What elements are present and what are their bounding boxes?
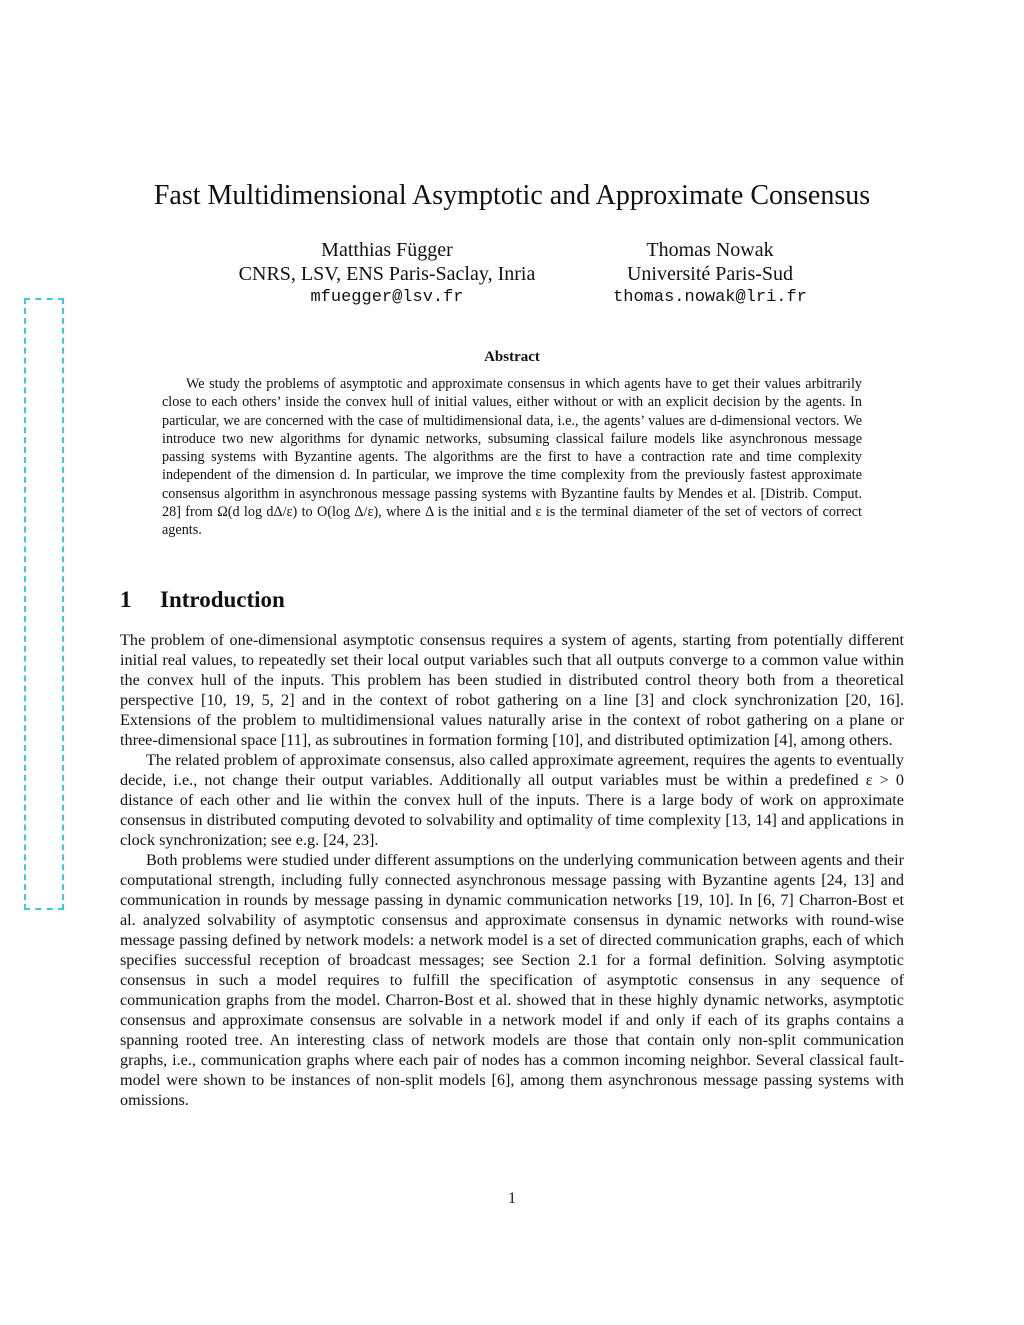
abstract-line: agents. The algorithms are the first to have a contraction rate and time complexity independent of the xyxy=(162,449,862,484)
author-affiliation: Université Paris-Sud xyxy=(626,263,794,285)
abstract-line: networks, subsuming classical failure models like asynchronous message passing systems with Byzantine xyxy=(162,430,863,466)
abstract-line: consensus algorithm in asynchronous message passing systems with Byzantine faults by Mendes et al. xyxy=(162,485,756,502)
author-name: Thomas Nowak xyxy=(646,239,774,261)
abstract-line: [Distrib. Comput. 28] from Ω(d log dΔ/ε) to O(log Δ/ε), where Δ is the initial and ε is the terminal diameter xyxy=(162,485,863,521)
section-number: 1 xyxy=(120,587,132,612)
paragraph-1: The problem of one-dimensional asymptotic consensus requires a system of agents, starting from potentially different initial real values, to repeatedly set their local output variables such that all outputs converge to a common value within the convex hull of the inputs. This problem has been studied in distributed control theory both from a theoretical perspective [10, 19, 5, 2] and in the context of robot gathering on a line [3] and clock synchronization [20, 16]. Extensions of the problem to multidimensional values naturally arise in the context of robot gathering on a plane or three-dimensional space [11], as subroutines in formation forming [10], and distributed optimization [4], among others. xyxy=(120,631,904,749)
abstract-line: values arbitrarily close to each others’ inside the convex hull of initial values, either without or with xyxy=(162,376,862,411)
author-affiliation: CNRS, LSV, ENS Paris-Saclay, Inria xyxy=(238,263,536,285)
abstract-line: an explicit decision by the agents. In particular, we are concerned with the case of multidimensional xyxy=(162,394,862,429)
author-block-1 xyxy=(222,238,552,310)
page-number: 1 xyxy=(508,1190,516,1207)
abstract-heading: Abstract xyxy=(484,349,540,365)
abstract-line: data, i.e., the agents’ values are d-dimensional vectors. We introduce two new algorithms for dynamic xyxy=(162,412,862,447)
author-email[interactable]: thomas.nowak@lri.fr xyxy=(613,288,807,307)
section-heading xyxy=(120,587,285,613)
abstract-line: of the set of vectors of correct agents. xyxy=(162,504,862,539)
author-email[interactable]: mfuegger@lsv.fr xyxy=(310,288,464,307)
paragraph-2: The related problem of approximate consensus, also called approximate agreement, requires the agents to eventually decide, i.e., not change their output variables. Additionally all output variables must be within a predefined ε > 0 distance of each other and lie within the convex hull of the inputs. There is a large body of work on approximate consensus in distributed computing devoted to solvability and optimality of time complexity [13, 14] and applications in clock synchronization; see e.g. [24, 23]. xyxy=(120,751,904,849)
abstract-line: dimension d. In particular, we improve the time complexity from the previously fastest approximate xyxy=(275,467,862,484)
section-title: Introduction xyxy=(160,587,285,612)
author-block-2 xyxy=(590,238,830,310)
abstract-text xyxy=(162,375,862,540)
author-name: Matthias Függer xyxy=(321,239,453,261)
abstract xyxy=(162,375,862,540)
body-text xyxy=(120,630,904,1110)
arxiv-stamp-border xyxy=(24,298,64,910)
paragraph-3: Both problems were studied under different assumptions on the underlying communication between agents and their computational strength, including fully connected asynchronous message passing with Byzantine agents [24, 13] and communication in rounds by message passing in dynamic communication networks [19, 10]. In [6, 7] Charron-Bost et al. analyzed solvability of asymptotic consensus and approximate consensus in dynamic networks with round-wise message passing defined by network models: a network model is a set of directed communication graphs, each of which specifies successful reception of broadcast messages; see Section 2.1 for a formal definition. Solving asymptotic consensus in such a model requires to fulfill the specification of asymptotic consensus in any sequence of communication graphs from the model. Charron-Bost et al. showed that in these highly dynamic networks, asymptotic consensus and approximate consensus are solvable in a network model if and only if each of its graphs contains a spanning rooted tree. An interesting class of network models are those that contain only non-split communication graphs, i.e., communication graphs where each pair of nodes has a common incoming neighbor. Several classical fault-model were shown to be instances of non-split models [6], among them asynchronous message passing systems with omissions. xyxy=(120,851,904,1109)
abstract-line: We study the problems of asymptotic and approximate consensus in which agents have to get their xyxy=(186,376,760,392)
paper-title: Fast Multidimensional Asymptotic and Approximate Consensus xyxy=(153,180,871,211)
